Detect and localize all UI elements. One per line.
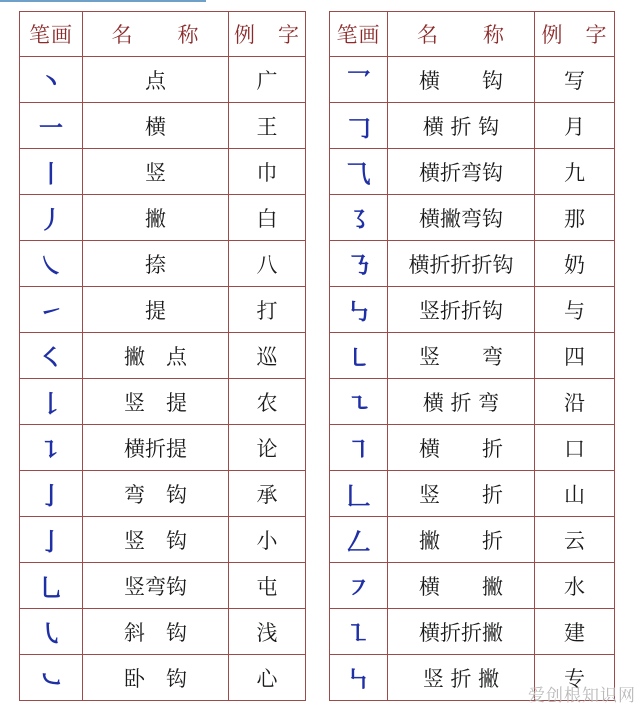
stroke-name-cell: 竖 折 (388, 471, 535, 517)
stroke-cell: 一 (20, 103, 83, 149)
stroke-name-cell: 竖折折钩 (388, 287, 535, 333)
example-char-cell: 白 (229, 195, 306, 241)
table-row (20, 103, 306, 149)
top-divider-line (0, 0, 206, 2)
stroke-name-cell: 捺 (83, 241, 229, 287)
stroke-name-cell: 竖 折 撇 (388, 655, 535, 701)
stroke-name-cell: 横折提 (83, 425, 229, 471)
watermark: 爱创根知识网 (528, 686, 636, 706)
stroke-cell: ㇌ (330, 195, 388, 241)
table-row (20, 471, 306, 517)
stroke-name-cell: 点 (83, 57, 229, 103)
stroke-cell: 乚 (20, 563, 83, 609)
example-char-cell: 专 (535, 655, 615, 701)
example-char-cell: 农 (229, 379, 306, 425)
example-char-cell: 巡 (229, 333, 306, 379)
example-char-cell: 小 (229, 517, 306, 563)
example-char-cell: 四 (535, 333, 615, 379)
table-row (20, 195, 306, 241)
example-char-cell: 九 (535, 149, 615, 195)
stroke-cell: 丿 (20, 195, 83, 241)
example-char-cell: 论 (229, 425, 306, 471)
stroke-name-cell: 横 折 弯 (388, 379, 535, 425)
stroke-name-cell: 竖 (83, 149, 229, 195)
stroke-cell: 𠄌 (20, 379, 83, 425)
table-row (330, 287, 615, 333)
table-row (20, 149, 306, 195)
stroke-name-cell: 横 折 (388, 425, 535, 471)
table-row (20, 333, 306, 379)
stroke-cell: ㇀ (20, 287, 83, 333)
table-row (330, 517, 615, 563)
stroke-cell: 𠃊 (330, 471, 388, 517)
stroke-cell: ㇃ (20, 655, 83, 701)
example-char-cell: 沿 (535, 379, 615, 425)
table-row (330, 379, 615, 425)
example-char-cell: 写 (535, 57, 615, 103)
example-char-cell: 水 (535, 563, 615, 609)
table-row (20, 563, 306, 609)
stroke-cell: ㇅ (330, 609, 388, 655)
header-stroke: 笔画 (20, 12, 83, 57)
stroke-cell: ㇊ (20, 425, 83, 471)
table-row (20, 57, 306, 103)
stroke-name-cell: 撇 折 (388, 517, 535, 563)
example-char-cell: 王 (229, 103, 306, 149)
table-row (20, 517, 306, 563)
stroke-cell: ㇞ (330, 655, 388, 701)
example-char-cell: 屯 (229, 563, 306, 609)
table-row (330, 103, 615, 149)
stroke-name-cell: 横撇弯钩 (388, 195, 535, 241)
stroke-cell: 丨 (20, 149, 83, 195)
table-row (20, 609, 306, 655)
stroke-cell: ㇍ (330, 379, 388, 425)
stroke-cell: ㇂ (20, 609, 83, 655)
table-row (20, 287, 306, 333)
header-name: 名 称 (388, 12, 535, 57)
example-char-cell: 巾 (229, 149, 306, 195)
example-char-cell: 奶 (535, 241, 615, 287)
stroke-cell: ㇄ (330, 333, 388, 379)
stroke-table-left (19, 11, 306, 701)
table-row (330, 195, 615, 241)
table-row (330, 57, 615, 103)
stroke-cell: 𠃋 (330, 517, 388, 563)
stroke-name-cell: 竖 提 (83, 379, 229, 425)
stroke-name-cell: 横 折 钩 (388, 103, 535, 149)
example-char-cell: 建 (535, 609, 615, 655)
table-row (330, 471, 615, 517)
table-row (330, 425, 615, 471)
stroke-name-cell: 竖弯钩 (83, 563, 229, 609)
table-row (20, 241, 306, 287)
stroke-name-cell: 撇 (83, 195, 229, 241)
stroke-name-cell: 横折折折钩 (388, 241, 535, 287)
header-example: 例 字 (535, 12, 615, 57)
header-row (330, 12, 615, 57)
stroke-cell: ⺄ (330, 149, 388, 195)
stroke-cell: 亅 (20, 471, 83, 517)
stroke-cell: 𠃌 (330, 103, 388, 149)
stroke-name-cell: 横 撇 (388, 563, 535, 609)
example-char-cell: 承 (229, 471, 306, 517)
table-row (330, 609, 615, 655)
header-row (20, 12, 306, 57)
example-char-cell: 那 (535, 195, 615, 241)
example-char-cell: 心 (229, 655, 306, 701)
stroke-cell: ㇏ (20, 241, 83, 287)
stroke-cell: 乛 (330, 57, 388, 103)
stroke-cell: ㇕ (330, 425, 388, 471)
stroke-name-cell: 横 (83, 103, 229, 149)
stroke-name-cell: 横折弯钩 (388, 149, 535, 195)
table-row (330, 563, 615, 609)
stroke-name-cell: 横折折撇 (388, 609, 535, 655)
table-row (330, 241, 615, 287)
table-row (20, 655, 306, 701)
stroke-name-cell: 撇 点 (83, 333, 229, 379)
table-row (330, 149, 615, 195)
stroke-cell: ㇡ (330, 241, 388, 287)
stroke-name-cell: 提 (83, 287, 229, 333)
example-char-cell: 山 (535, 471, 615, 517)
table-row (20, 379, 306, 425)
table-row (20, 425, 306, 471)
stroke-cell: ㇉ (330, 287, 388, 333)
example-char-cell: 云 (535, 517, 615, 563)
example-char-cell: 月 (535, 103, 615, 149)
stroke-table-right (329, 11, 615, 701)
stroke-cell: ㇛ (20, 333, 83, 379)
stroke-name-cell: 斜 钩 (83, 609, 229, 655)
example-char-cell: 与 (535, 287, 615, 333)
header-example: 例 字 (229, 12, 306, 57)
example-char-cell: 口 (535, 425, 615, 471)
stroke-cell: 丶 (20, 57, 83, 103)
header-name: 名 称 (83, 12, 229, 57)
stroke-name-cell: 卧 钩 (83, 655, 229, 701)
stroke-name-cell: 竖 钩 (83, 517, 229, 563)
example-char-cell: 八 (229, 241, 306, 287)
stroke-name-cell: 横 钩 (388, 57, 535, 103)
header-stroke: 笔画 (330, 12, 388, 57)
stroke-name-cell: 竖 弯 (388, 333, 535, 379)
stroke-name-cell: 弯 钩 (83, 471, 229, 517)
stroke-cell: 亅 (20, 517, 83, 563)
example-char-cell: 打 (229, 287, 306, 333)
example-char-cell: 广 (229, 57, 306, 103)
example-char-cell: 浅 (229, 609, 306, 655)
table-row (330, 333, 615, 379)
stroke-cell: ㇇ (330, 563, 388, 609)
